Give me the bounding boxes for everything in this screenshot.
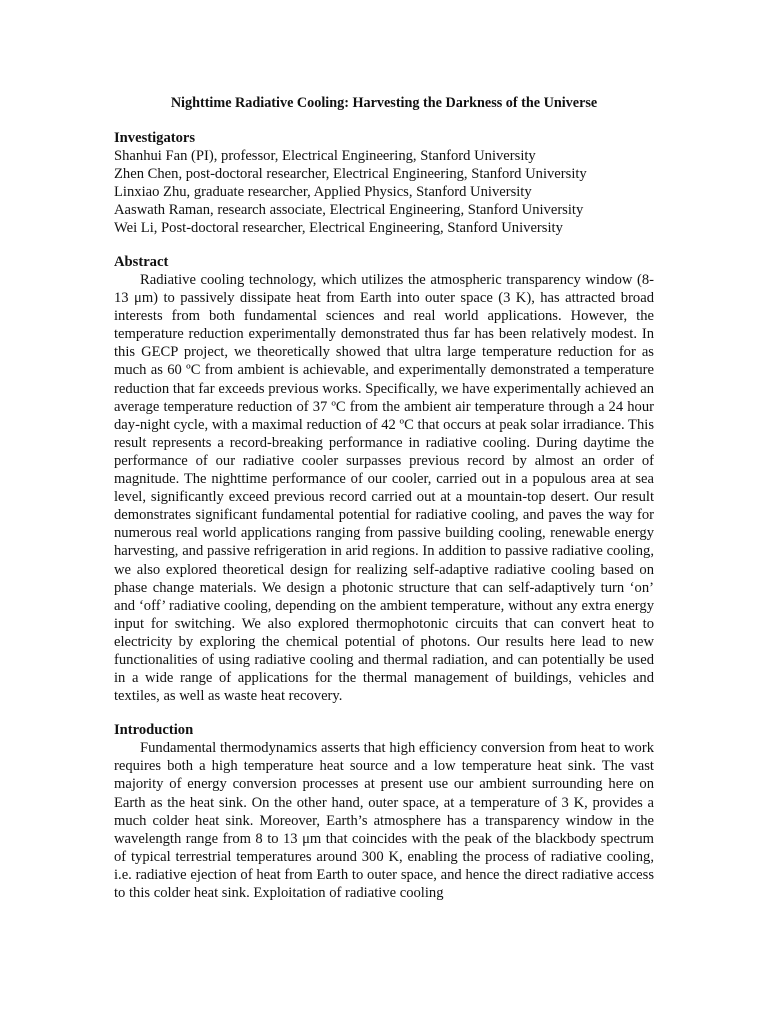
abstract-paragraph: Radiative cooling technology, which utilizes the atmospheric transparency window (8-13 μm) to passively dissipate heat from Earth into outer space (3 K), has attracted broad interests from both fundamental sciences and real world applications. However, the temperature reduction experimentally demonstrated thus far has been relatively modest. In this GECP project, we theoretically showed that ultra large temperature reduction for as much as 60 ºC from ambient is achievable, and experimentally demonstrated a temperature reduction that far exceeds previous works. Specifically, we have experimentally achieved an average temperature reduction of 37 ºC from the ambient air temperature through a 24 hour day-night cycle, with a maximal reduction of 42 ºC that occurs at peak solar irradiance. This result represents a record-breaking performance in radiative cooling. During daytime the performance of our radiative cooler surpasses previous record by almost an order of magnitude. The nighttime performance of our cooler, carried out in a populous area at sea level, significantly exceed previous record carried out at a mountain-top desert. Our result demonstrates significant fundamental potential for radiative cooling, and paves the way for numerous real world applications ranging from passive building cooling, renewable energy harvesting, and passive refrigeration in arid regions. In addition to passive radiative cooling, we also explored theoretical design for realizing self-adaptive radiative cooling based on phase change materials. We design a photonic structure that can self-adaptively turn ‘on’ and ‘off’ radiative cooling, depending on the ambient temperature, without any extra energy input for switching. We also explored thermophotonic circuits that can convert heat to electricity by exploring the chemical potential of photons. Our results here lead to new functionalities of using radiative cooling and thermal radiation, and can potentially be used in a wide range of applications for the thermal management of buildings, vehicles and textiles, as well as waste heat recovery. [114, 272, 654, 705]
abstract-section [114, 253, 654, 705]
investigator-line: Wei Li, Post-doctoral researcher, Electrical Engineering, Stanford University [114, 220, 563, 236]
abstract-heading: Abstract [114, 254, 169, 270]
introduction-heading: Introduction [114, 722, 194, 739]
introduction-section [114, 721, 654, 902]
investigator-line: Aaswath Raman, research associate, Electrical Engineering, Stanford University [114, 202, 584, 218]
investigator-line: Zhen Chen, post-doctoral researcher, Electrical Engineering, Stanford University [114, 166, 587, 182]
investigator-line: Linxiao Zhu, graduate researcher, Applied Physics, Stanford University [114, 184, 532, 200]
investigator-line: Shanhui Fan (PI), professor, Electrical Engineering, Stanford University [114, 148, 536, 164]
introduction-paragraph: Fundamental thermodynamics asserts that high efficiency conversion from heat to work requires both a high temperature heat source and a low temperature heat sink. The vast majority of energy conversion processes at present use our ambient surrounding here on Earth as the heat sink. On the other hand, outer space, at a temperature of 3 K, provides a much colder heat sink. Moreover, Earth’s atmosphere has a transparency window in the wavelength range from 8 to 13 μm that coincides with the peak of the blackbody spectrum of typical terrestrial temperatures around 300 K, enabling the process of radiative cooling, i.e. radiative ejection of heat from Earth to outer space, and hence the direct radiative access to this colder heat sink. Exploitation of radiative cooling [114, 740, 654, 901]
investigators-heading: Investigators [114, 130, 196, 146]
page-title: Nighttime Radiative Cooling: Harvesting the Darkness of the Universe [170, 95, 598, 111]
investigators-section [114, 129, 654, 237]
